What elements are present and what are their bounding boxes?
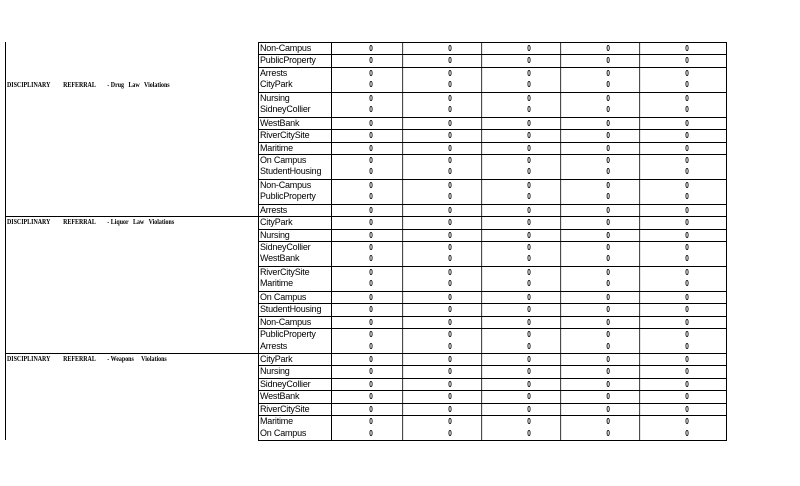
count-cell: 0	[685, 192, 689, 202]
count-cell: 0	[498, 278, 561, 290]
count-cell: 0	[685, 105, 689, 115]
location-name: Maritime	[259, 416, 332, 427]
count-cell: 0	[419, 404, 482, 415]
table-row	[259, 428, 726, 440]
count-cell: 0	[685, 180, 689, 190]
count-cell: 0	[577, 143, 640, 154]
table-row	[259, 92, 726, 104]
count-cell: 0	[577, 55, 640, 66]
count-cell: 0	[419, 354, 482, 365]
location-name: WestBank	[259, 253, 332, 265]
table-row	[259, 303, 726, 315]
location-name: SidneyCollier	[259, 242, 332, 253]
count-cell: 0	[419, 366, 482, 377]
location-name: CityPark	[259, 217, 332, 228]
count-cell: 0	[498, 217, 561, 228]
table-row	[259, 117, 726, 129]
count-cell: 0	[498, 118, 561, 129]
count-cell: 0	[577, 43, 640, 54]
count-cell: 0	[577, 329, 640, 340]
count-cell: 0	[340, 205, 403, 216]
table-row	[259, 79, 726, 91]
table-row	[259, 365, 726, 377]
count-cell: 0	[498, 93, 561, 104]
count-cell: 0	[340, 55, 403, 66]
count-cell: 0	[577, 104, 640, 116]
table-row	[259, 328, 726, 340]
section-word-1: DISCIPLINARY	[7, 81, 51, 89]
table-row	[259, 191, 726, 203]
location-name: Arrests	[259, 341, 332, 353]
count-cell: 0	[419, 329, 482, 340]
count-cell: 0	[685, 279, 689, 289]
count-cell: 0	[577, 304, 640, 315]
location-name: WestBank	[259, 391, 332, 402]
count-cell: 0	[498, 180, 561, 191]
count-cell: 0	[685, 131, 689, 141]
count-cell: 0	[498, 317, 561, 328]
count-cell: 0	[577, 253, 640, 265]
section-divider	[5, 353, 258, 354]
count-cell: 0	[340, 391, 403, 402]
count-cell: 0	[685, 230, 689, 240]
count-cell: 0	[498, 205, 561, 216]
count-cell: 0	[498, 79, 561, 91]
count-cell: 0	[498, 304, 561, 315]
count-cell: 0	[419, 68, 482, 79]
count-cell: 0	[685, 56, 689, 66]
location-name: StudentHousing	[259, 304, 332, 315]
table-row	[259, 54, 726, 66]
count-cell: 0	[498, 341, 561, 353]
table-row	[259, 278, 726, 290]
count-cell: 0	[685, 367, 689, 377]
section-word-2: REFERRAL	[63, 355, 96, 363]
location-name: Maritime	[259, 278, 332, 290]
count-cell: 0	[577, 205, 640, 216]
count-cell: 0	[685, 379, 689, 389]
location-name: PublicProperty	[259, 329, 332, 340]
table-row	[259, 142, 726, 154]
section-label-drug	[7, 81, 170, 89]
count-cell: 0	[419, 267, 482, 278]
count-cell: 0	[419, 253, 482, 265]
count-cell: 0	[340, 428, 403, 440]
location-name: WestBank	[259, 118, 332, 129]
count-cell: 0	[577, 428, 640, 440]
count-cell: 0	[498, 242, 561, 253]
category-column	[5, 42, 258, 440]
table-row	[259, 353, 726, 365]
count-cell: 0	[340, 354, 403, 365]
count-cell: 0	[498, 166, 561, 178]
count-cell: 0	[340, 379, 403, 390]
location-name: On Campus	[259, 428, 332, 440]
section-word-2: REFERRAL	[63, 218, 96, 226]
count-cell: 0	[340, 155, 403, 166]
count-cell: 0	[577, 242, 640, 253]
section-word-3: - Weapons Violations	[107, 355, 167, 363]
count-cell: 0	[685, 118, 689, 128]
section-word-3: - Drug Law Violations	[107, 81, 170, 89]
count-cell: 0	[419, 428, 482, 440]
location-name: Arrests	[259, 205, 332, 216]
count-cell: 0	[340, 180, 403, 191]
table-row	[259, 241, 726, 253]
count-cell: 0	[577, 118, 640, 129]
count-cell: 0	[419, 130, 482, 141]
count-cell: 0	[340, 267, 403, 278]
count-cell: 0	[685, 254, 689, 264]
table-row	[259, 166, 726, 178]
count-cell: 0	[577, 267, 640, 278]
count-cell: 0	[419, 191, 482, 203]
table-row	[259, 229, 726, 241]
count-cell: 0	[577, 391, 640, 402]
count-cell: 0	[685, 93, 689, 103]
count-cell: 0	[498, 143, 561, 154]
count-cell: 0	[498, 416, 561, 427]
count-cell: 0	[419, 155, 482, 166]
location-name: SidneyCollier	[259, 104, 332, 116]
count-cell: 0	[340, 166, 403, 178]
table-row	[259, 378, 726, 390]
count-cell: 0	[577, 416, 640, 427]
count-cell: 0	[419, 230, 482, 241]
count-cell: 0	[577, 292, 640, 303]
count-cell: 0	[419, 79, 482, 91]
count-cell: 0	[340, 143, 403, 154]
count-cell: 0	[340, 43, 403, 54]
count-cell: 0	[419, 217, 482, 228]
count-cell: 0	[577, 341, 640, 353]
count-cell: 0	[340, 292, 403, 303]
table-row	[259, 129, 726, 141]
count-cell: 0	[340, 79, 403, 91]
count-cell: 0	[498, 130, 561, 141]
table-row	[259, 204, 726, 216]
count-cell: 0	[419, 143, 482, 154]
count-cell: 0	[577, 68, 640, 79]
data-table	[258, 42, 727, 441]
count-cell: 0	[685, 404, 689, 414]
count-cell: 0	[419, 242, 482, 253]
section-label-liquor	[7, 218, 174, 226]
count-cell: 0	[685, 167, 689, 177]
count-cell: 0	[498, 43, 561, 54]
count-cell: 0	[685, 243, 689, 252]
count-cell: 0	[340, 191, 403, 203]
count-cell: 0	[685, 205, 689, 215]
count-cell: 0	[498, 379, 561, 390]
table-row	[259, 67, 726, 79]
section-word-1: DISCIPLINARY	[7, 218, 51, 226]
count-cell: 0	[577, 155, 640, 166]
count-cell: 0	[685, 354, 689, 364]
location-name: RiverCitySite	[259, 404, 332, 415]
location-name: RiverCitySite	[259, 130, 332, 141]
count-cell: 0	[340, 118, 403, 129]
location-name: On Campus	[259, 292, 332, 303]
count-cell: 0	[419, 180, 482, 191]
count-cell: 0	[340, 341, 403, 353]
count-cell: 0	[498, 329, 561, 340]
count-cell: 0	[340, 104, 403, 116]
table-row	[259, 266, 726, 278]
count-cell: 0	[340, 404, 403, 415]
count-cell: 0	[498, 366, 561, 377]
count-cell: 0	[419, 341, 482, 353]
location-name: CityPark	[259, 79, 332, 91]
count-cell: 0	[498, 428, 561, 440]
count-cell: 0	[577, 366, 640, 377]
location-name: Nursing	[259, 93, 332, 104]
count-cell: 0	[577, 93, 640, 104]
count-cell: 0	[685, 392, 689, 402]
count-cell: 0	[340, 217, 403, 228]
location-name: On Campus	[259, 155, 332, 166]
count-cell: 0	[577, 317, 640, 328]
section-label-weapons	[7, 355, 167, 363]
count-cell: 0	[577, 166, 640, 178]
location-name: RiverCitySite	[259, 267, 332, 278]
count-cell: 0	[419, 118, 482, 129]
table-row	[259, 341, 726, 353]
count-cell: 0	[340, 329, 403, 340]
location-name: Maritime	[259, 143, 332, 154]
count-cell: 0	[419, 292, 482, 303]
count-cell: 0	[685, 68, 689, 78]
count-cell: 0	[340, 278, 403, 290]
count-cell: 0	[340, 317, 403, 328]
location-name: Nursing	[259, 366, 332, 377]
count-cell: 0	[685, 218, 689, 228]
count-cell: 0	[685, 155, 689, 165]
table-row	[259, 316, 726, 328]
location-name: Non-Campus	[259, 43, 332, 54]
count-cell: 0	[419, 166, 482, 178]
count-cell: 0	[498, 191, 561, 203]
count-cell: 0	[340, 68, 403, 79]
count-cell: 0	[577, 404, 640, 415]
table-row	[259, 104, 726, 116]
location-name: Nursing	[259, 230, 332, 241]
count-cell: 0	[340, 93, 403, 104]
count-cell: 0	[419, 278, 482, 290]
location-name: StudentHousing	[259, 166, 332, 178]
count-cell: 0	[577, 354, 640, 365]
count-cell: 0	[685, 330, 689, 340]
location-name: PublicProperty	[259, 191, 332, 203]
location-name: PublicProperty	[259, 55, 332, 66]
count-cell: 0	[498, 404, 561, 415]
count-cell: 0	[685, 428, 689, 438]
count-cell: 0	[498, 104, 561, 116]
count-cell: 0	[685, 417, 689, 427]
table-row	[259, 415, 726, 427]
table-row	[259, 291, 726, 303]
location-name: Non-Campus	[259, 180, 332, 191]
table-row	[259, 42, 726, 54]
count-cell: 0	[419, 43, 482, 54]
count-cell: 0	[498, 230, 561, 241]
section-word-2: REFERRAL	[63, 81, 96, 89]
count-cell: 0	[498, 267, 561, 278]
count-cell: 0	[419, 304, 482, 315]
section-word-1: DISCIPLINARY	[7, 355, 51, 363]
count-cell: 0	[685, 341, 689, 351]
count-cell: 0	[577, 230, 640, 241]
section-divider	[5, 216, 258, 217]
location-name: Non-Campus	[259, 317, 332, 328]
table-row	[259, 253, 726, 265]
count-cell: 0	[577, 217, 640, 228]
count-cell: 0	[498, 292, 561, 303]
count-cell: 0	[340, 416, 403, 427]
table-row	[259, 403, 726, 415]
count-cell: 0	[419, 104, 482, 116]
section-word-3: - Liquor Law Violations	[107, 218, 175, 226]
table-row	[259, 390, 726, 402]
count-cell: 0	[577, 278, 640, 290]
count-cell: 0	[498, 391, 561, 402]
count-cell: 0	[419, 379, 482, 390]
count-cell: 0	[685, 317, 689, 327]
count-cell: 0	[685, 80, 689, 90]
count-cell: 0	[577, 191, 640, 203]
count-cell: 0	[685, 267, 689, 277]
location-name: SidneyCollier	[259, 379, 332, 390]
count-cell: 0	[577, 180, 640, 191]
count-cell: 0	[419, 93, 482, 104]
count-cell: 0	[685, 292, 689, 302]
table-row	[259, 216, 726, 228]
count-cell: 0	[498, 55, 561, 66]
count-cell: 0	[577, 79, 640, 91]
count-cell: 0	[340, 230, 403, 241]
count-cell: 0	[340, 253, 403, 265]
count-cell: 0	[340, 242, 403, 253]
count-cell: 0	[419, 205, 482, 216]
table-row	[259, 179, 726, 191]
count-cell: 0	[685, 143, 689, 153]
count-cell: 0	[685, 44, 689, 53]
count-cell: 0	[685, 305, 689, 315]
count-cell: 0	[577, 379, 640, 390]
count-cell: 0	[340, 366, 403, 377]
count-cell: 0	[419, 55, 482, 66]
count-cell: 0	[498, 253, 561, 265]
count-cell: 0	[419, 391, 482, 402]
count-cell: 0	[340, 304, 403, 315]
location-name: Arrests	[259, 68, 332, 79]
count-cell: 0	[577, 130, 640, 141]
count-cell: 0	[419, 317, 482, 328]
location-name: CityPark	[259, 354, 332, 365]
count-cell: 0	[340, 130, 403, 141]
count-cell: 0	[419, 416, 482, 427]
count-cell: 0	[498, 68, 561, 79]
table-row	[259, 154, 726, 166]
count-cell: 0	[498, 354, 561, 365]
count-cell: 0	[498, 155, 561, 166]
